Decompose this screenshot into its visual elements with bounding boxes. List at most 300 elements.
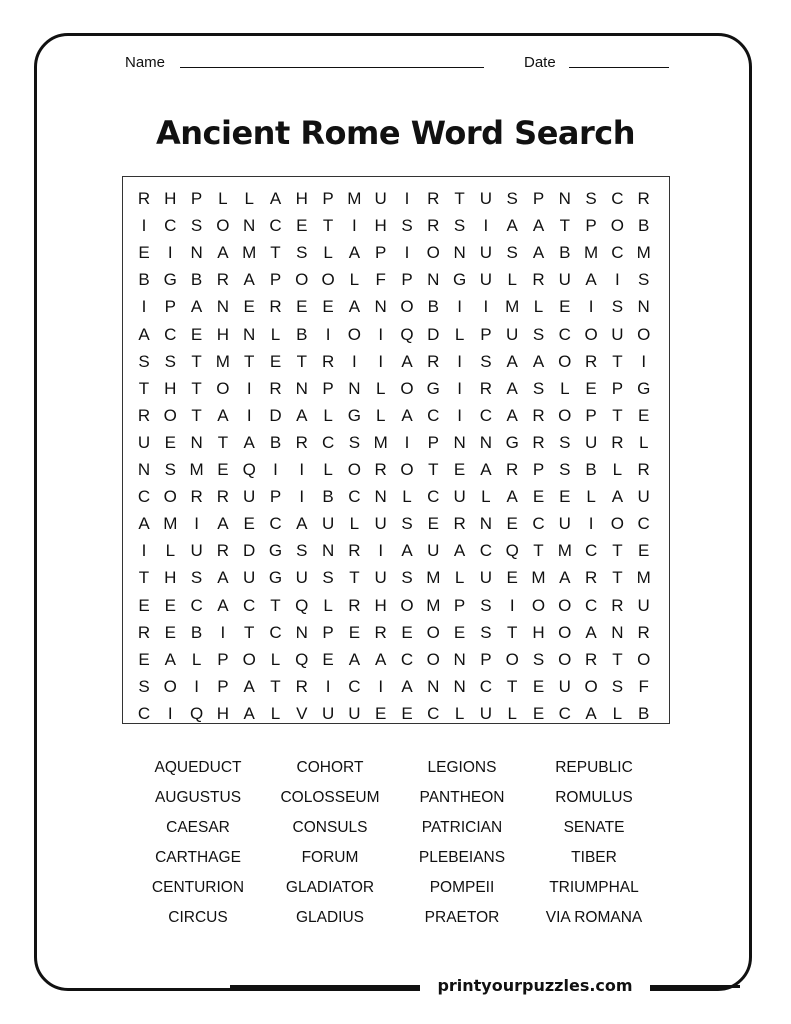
grid-cell[interactable]: I bbox=[378, 541, 384, 561]
grid-cell[interactable]: L bbox=[533, 297, 544, 317]
grid-cell[interactable]: I bbox=[378, 324, 384, 344]
grid-cell[interactable]: R bbox=[190, 487, 203, 507]
grid-cell[interactable]: R bbox=[374, 622, 387, 642]
grid-cell[interactable]: R bbox=[295, 432, 308, 452]
grid-cell[interactable]: O bbox=[426, 649, 440, 669]
grid-cell[interactable]: O bbox=[558, 351, 572, 371]
grid-cell[interactable]: U bbox=[190, 541, 203, 561]
grid-cell[interactable]: R bbox=[584, 568, 598, 588]
grid-cell[interactable]: O bbox=[610, 514, 624, 534]
grid-cell[interactable]: A bbox=[401, 541, 413, 561]
grid-cell[interactable]: R bbox=[137, 189, 151, 208]
grid-cell[interactable]: S bbox=[532, 649, 545, 669]
grid-cell[interactable]: L bbox=[165, 541, 176, 561]
grid-cell[interactable]: B bbox=[638, 216, 650, 236]
grid-cell[interactable]: P bbox=[269, 487, 282, 507]
grid-cell[interactable]: E bbox=[401, 703, 413, 723]
grid-cell[interactable]: E bbox=[138, 595, 150, 615]
grid-cell[interactable]: N bbox=[348, 378, 361, 398]
grid-cell[interactable]: U bbox=[295, 568, 308, 588]
grid-cell[interactable]: I bbox=[457, 351, 462, 371]
grid-cell[interactable]: C bbox=[558, 324, 571, 344]
grid-cell[interactable]: T bbox=[612, 541, 623, 561]
grid-cell[interactable]: R bbox=[295, 676, 308, 696]
grid-cell[interactable]: T bbox=[217, 432, 229, 452]
grid-cell[interactable]: S bbox=[190, 216, 203, 236]
grid-cell[interactable]: T bbox=[612, 568, 623, 588]
grid-cell[interactable]: M bbox=[163, 514, 178, 534]
grid-cell[interactable]: C bbox=[427, 405, 440, 425]
grid-cell[interactable]: N bbox=[374, 297, 387, 317]
grid-cell[interactable]: L bbox=[270, 324, 281, 344]
grid-cell[interactable]: S bbox=[296, 243, 308, 263]
grid-cell[interactable]: O bbox=[558, 622, 572, 642]
grid-cell[interactable]: P bbox=[269, 270, 282, 290]
grid-cell[interactable]: U bbox=[321, 514, 335, 534]
grid-cell[interactable]: R bbox=[348, 541, 361, 561]
grid-cell[interactable]: P bbox=[585, 405, 597, 425]
grid-cell[interactable]: N bbox=[453, 676, 466, 696]
grid-cell[interactable]: G bbox=[505, 432, 519, 452]
grid-cell[interactable]: V bbox=[296, 703, 308, 723]
grid-cell[interactable]: A bbox=[532, 351, 545, 371]
grid-cell[interactable]: C bbox=[269, 622, 282, 642]
grid-cell[interactable]: I bbox=[509, 595, 515, 615]
grid-cell[interactable]: L bbox=[454, 703, 465, 723]
grid-cell[interactable]: E bbox=[559, 487, 571, 507]
grid-cell[interactable]: T bbox=[533, 541, 544, 561]
grid-cell[interactable]: N bbox=[479, 514, 493, 534]
grid-cell[interactable]: O bbox=[400, 460, 414, 479]
grid-cell[interactable]: L bbox=[507, 270, 517, 290]
grid-cell[interactable]: P bbox=[401, 270, 413, 290]
grid-cell[interactable]: N bbox=[137, 460, 151, 479]
grid-cell[interactable]: I bbox=[273, 460, 278, 479]
grid-cell[interactable]: H bbox=[532, 622, 545, 642]
grid-cell[interactable]: A bbox=[611, 487, 624, 507]
grid-cell[interactable]: T bbox=[559, 216, 570, 236]
grid-cell[interactable]: O bbox=[163, 405, 177, 425]
grid-cell[interactable]: A bbox=[401, 351, 413, 371]
grid-cell[interactable]: I bbox=[325, 324, 331, 344]
grid-cell[interactable]: O bbox=[347, 324, 361, 344]
grid-cell[interactable]: E bbox=[296, 297, 308, 317]
grid-cell[interactable]: T bbox=[612, 351, 623, 371]
grid-cell[interactable]: S bbox=[532, 378, 545, 398]
grid-cell[interactable]: G bbox=[268, 568, 283, 588]
grid-cell[interactable]: U bbox=[374, 189, 387, 208]
grid-cell[interactable]: U bbox=[479, 270, 493, 290]
grid-cell[interactable]: L bbox=[323, 405, 333, 425]
grid-cell[interactable]: M bbox=[215, 351, 230, 371]
grid-cell[interactable]: L bbox=[402, 487, 412, 507]
grid-cell[interactable]: A bbox=[401, 676, 413, 696]
grid-cell[interactable]: H bbox=[164, 189, 177, 208]
grid-cell[interactable]: H bbox=[216, 324, 230, 344]
grid-cell[interactable]: N bbox=[479, 432, 493, 452]
grid-cell[interactable]: I bbox=[325, 676, 331, 696]
grid-cell[interactable]: S bbox=[401, 216, 413, 236]
grid-cell[interactable]: I bbox=[378, 351, 384, 371]
grid-cell[interactable]: N bbox=[295, 622, 308, 642]
grid-cell[interactable]: T bbox=[506, 676, 518, 696]
grid-cell[interactable]: A bbox=[243, 432, 255, 452]
grid-cell[interactable]: L bbox=[560, 378, 570, 398]
grid-cell[interactable]: I bbox=[615, 270, 620, 290]
grid-cell[interactable]: B bbox=[269, 432, 282, 452]
grid-cell[interactable]: Q bbox=[189, 703, 204, 723]
grid-cell[interactable]: N bbox=[243, 324, 256, 344]
grid-cell[interactable]: S bbox=[480, 595, 492, 615]
grid-cell[interactable]: S bbox=[453, 216, 466, 236]
grid-cell[interactable]: N bbox=[453, 243, 466, 263]
grid-cell[interactable]: A bbox=[348, 297, 361, 317]
grid-cell[interactable]: S bbox=[164, 351, 176, 371]
grid-cell[interactable]: A bbox=[506, 487, 518, 507]
grid-cell[interactable]: T bbox=[243, 351, 255, 371]
grid-cell[interactable]: A bbox=[138, 514, 150, 534]
grid-cell[interactable]: N bbox=[637, 297, 650, 317]
grid-cell[interactable]: N bbox=[453, 432, 466, 452]
grid-cell[interactable]: R bbox=[137, 405, 151, 425]
grid-cell[interactable]: L bbox=[244, 189, 254, 208]
grid-cell[interactable]: C bbox=[269, 216, 282, 236]
grid-cell[interactable]: S bbox=[559, 460, 571, 479]
grid-cell[interactable]: O bbox=[347, 460, 361, 479]
grid-cell[interactable]: B bbox=[190, 622, 203, 642]
grid-cell[interactable]: A bbox=[585, 270, 597, 290]
grid-cell[interactable]: E bbox=[506, 568, 518, 588]
grid-cell[interactable]: T bbox=[612, 405, 623, 425]
grid-cell[interactable]: C bbox=[321, 432, 335, 452]
grid-cell[interactable]: T bbox=[138, 568, 150, 588]
grid-cell[interactable]: U bbox=[584, 432, 598, 452]
grid-cell[interactable]: S bbox=[164, 460, 176, 479]
grid-cell[interactable]: E bbox=[217, 460, 229, 479]
grid-cell[interactable]: G bbox=[347, 405, 361, 425]
grid-cell[interactable]: I bbox=[141, 297, 147, 317]
grid-cell[interactable]: F bbox=[375, 270, 386, 290]
grid-cell[interactable]: U bbox=[321, 703, 335, 723]
grid-cell[interactable]: R bbox=[637, 622, 650, 642]
grid-cell[interactable]: C bbox=[348, 487, 361, 507]
grid-cell[interactable]: C bbox=[164, 324, 177, 344]
grid-cell[interactable]: A bbox=[164, 649, 176, 669]
grid-cell[interactable]: T bbox=[349, 568, 360, 588]
grid-cell[interactable]: B bbox=[585, 460, 597, 479]
grid-cell[interactable]: D bbox=[269, 405, 282, 425]
grid-cell[interactable]: R bbox=[427, 189, 440, 208]
grid-cell[interactable]: O bbox=[216, 378, 230, 398]
grid-cell[interactable]: L bbox=[586, 487, 596, 507]
grid-cell[interactable]: R bbox=[427, 351, 440, 371]
grid-cell[interactable]: I bbox=[167, 243, 173, 263]
grid-cell[interactable]: N bbox=[243, 216, 256, 236]
grid-cell[interactable]: U bbox=[479, 243, 493, 263]
grid-cell[interactable]: C bbox=[479, 541, 493, 561]
grid-cell[interactable]: R bbox=[216, 487, 230, 507]
grid-cell[interactable]: I bbox=[299, 460, 305, 479]
grid-cell[interactable]: L bbox=[349, 270, 360, 290]
grid-cell[interactable]: I bbox=[378, 676, 384, 696]
grid-cell[interactable]: S bbox=[506, 189, 518, 208]
grid-cell[interactable]: Q bbox=[295, 595, 309, 615]
grid-cell[interactable]: R bbox=[269, 297, 282, 317]
grid-cell[interactable]: N bbox=[295, 378, 308, 398]
grid-cell[interactable]: U bbox=[558, 676, 571, 696]
grid-cell[interactable]: O bbox=[163, 487, 177, 507]
grid-cell[interactable]: B bbox=[190, 270, 203, 290]
grid-cell[interactable]: A bbox=[217, 243, 229, 263]
grid-cell[interactable]: S bbox=[296, 541, 308, 561]
grid-cell[interactable]: I bbox=[457, 378, 462, 398]
grid-cell[interactable]: A bbox=[269, 189, 282, 208]
grid-cell[interactable]: R bbox=[584, 351, 598, 371]
grid-cell[interactable]: C bbox=[137, 703, 151, 723]
grid-cell[interactable]: L bbox=[612, 460, 623, 479]
grid-cell[interactable]: L bbox=[323, 243, 333, 263]
grid-cell[interactable]: O bbox=[163, 676, 177, 696]
grid-cell[interactable]: A bbox=[375, 649, 387, 669]
grid-cell[interactable]: O bbox=[321, 270, 335, 290]
grid-cell[interactable]: E bbox=[453, 622, 466, 642]
grid-cell[interactable]: B bbox=[296, 324, 308, 344]
grid-cell[interactable]: U bbox=[611, 324, 624, 344]
grid-cell[interactable]: R bbox=[532, 405, 545, 425]
grid-cell[interactable]: O bbox=[426, 622, 440, 642]
grid-cell[interactable]: S bbox=[401, 568, 413, 588]
grid-cell[interactable]: O bbox=[610, 216, 624, 236]
grid-cell[interactable]: P bbox=[217, 676, 229, 696]
grid-cell[interactable]: M bbox=[531, 568, 546, 588]
grid-cell[interactable]: C bbox=[637, 514, 650, 534]
grid-cell[interactable]: T bbox=[138, 378, 150, 398]
grid-cell[interactable]: P bbox=[322, 378, 334, 398]
grid-cell[interactable]: R bbox=[532, 432, 545, 452]
grid-cell[interactable]: C bbox=[584, 595, 598, 615]
grid-cell[interactable]: B bbox=[138, 270, 150, 290]
grid-cell[interactable]: R bbox=[637, 189, 650, 208]
grid-cell[interactable]: L bbox=[218, 189, 228, 208]
grid-cell[interactable]: M bbox=[189, 460, 204, 479]
grid-cell[interactable]: C bbox=[479, 405, 493, 425]
grid-cell[interactable]: B bbox=[427, 297, 439, 317]
grid-cell[interactable]: L bbox=[454, 568, 465, 588]
grid-cell[interactable]: A bbox=[190, 297, 203, 317]
grid-cell[interactable]: A bbox=[401, 405, 413, 425]
grid-cell[interactable]: A bbox=[559, 568, 571, 588]
grid-cell[interactable]: D bbox=[427, 324, 440, 344]
grid-cell[interactable]: T bbox=[191, 378, 202, 398]
grid-cell[interactable]: R bbox=[137, 622, 151, 642]
grid-cell[interactable]: A bbox=[138, 324, 150, 344]
grid-cell[interactable]: T bbox=[296, 351, 307, 371]
grid-cell[interactable]: I bbox=[483, 216, 489, 236]
grid-cell[interactable]: N bbox=[453, 649, 466, 669]
grid-cell[interactable]: R bbox=[584, 649, 598, 669]
grid-cell[interactable]: P bbox=[190, 189, 203, 208]
grid-cell[interactable]: T bbox=[270, 595, 281, 615]
grid-cell[interactable]: L bbox=[191, 649, 202, 669]
grid-cell[interactable]: A bbox=[453, 541, 466, 561]
grid-cell[interactable]: G bbox=[426, 378, 440, 398]
grid-cell[interactable]: O bbox=[637, 649, 651, 669]
grid-cell[interactable]: T bbox=[191, 351, 202, 371]
grid-cell[interactable]: E bbox=[638, 541, 650, 561]
grid-cell[interactable]: A bbox=[217, 514, 229, 534]
grid-cell[interactable]: E bbox=[138, 243, 150, 263]
grid-cell[interactable]: T bbox=[506, 622, 518, 642]
grid-cell[interactable]: A bbox=[585, 703, 597, 723]
grid-cell[interactable]: H bbox=[374, 595, 387, 615]
grid-cell[interactable]: R bbox=[506, 460, 519, 479]
grid-cell[interactable]: M bbox=[505, 297, 520, 317]
grid-cell[interactable]: E bbox=[164, 622, 176, 642]
date-field-line[interactable] bbox=[569, 67, 669, 68]
grid-cell[interactable]: P bbox=[480, 649, 492, 669]
grid-cell[interactable]: M bbox=[636, 568, 651, 588]
grid-cell[interactable]: O bbox=[584, 324, 598, 344]
grid-cell[interactable]: I bbox=[641, 351, 647, 371]
grid-cell[interactable]: H bbox=[374, 216, 387, 236]
grid-cell[interactable]: B bbox=[638, 703, 650, 723]
grid-cell[interactable]: S bbox=[559, 432, 571, 452]
grid-cell[interactable]: N bbox=[427, 676, 440, 696]
grid-cell[interactable]: C bbox=[479, 676, 493, 696]
grid-cell[interactable]: S bbox=[638, 270, 650, 290]
grid-cell[interactable]: E bbox=[243, 297, 255, 317]
grid-cell[interactable]: P bbox=[427, 432, 439, 452]
grid-cell[interactable]: L bbox=[507, 703, 517, 723]
grid-cell[interactable]: R bbox=[453, 514, 466, 534]
grid-cell[interactable]: C bbox=[584, 541, 598, 561]
grid-cell[interactable]: O bbox=[505, 649, 519, 669]
grid-cell[interactable]: A bbox=[217, 568, 229, 588]
grid-cell[interactable]: I bbox=[483, 297, 489, 317]
grid-cell[interactable]: N bbox=[427, 270, 440, 290]
grid-cell[interactable]: U bbox=[558, 270, 571, 290]
grid-cell[interactable]: I bbox=[167, 703, 173, 723]
grid-cell[interactable]: T bbox=[612, 649, 623, 669]
grid-cell[interactable]: E bbox=[532, 703, 545, 723]
grid-cell[interactable]: C bbox=[400, 649, 414, 669]
grid-cell[interactable]: Q bbox=[505, 541, 519, 561]
grid-cell[interactable]: A bbox=[348, 649, 361, 669]
grid-cell[interactable]: T bbox=[270, 676, 281, 696]
grid-cell[interactable]: I bbox=[246, 378, 252, 398]
grid-cell[interactable]: O bbox=[558, 405, 572, 425]
grid-cell[interactable]: M bbox=[242, 243, 257, 263]
grid-cell[interactable]: P bbox=[611, 378, 624, 398]
grid-cell[interactable]: I bbox=[299, 487, 305, 507]
grid-cell[interactable]: O bbox=[426, 243, 440, 263]
grid-cell[interactable]: E bbox=[164, 432, 176, 452]
grid-cell[interactable]: H bbox=[164, 378, 177, 398]
grid-cell[interactable]: D bbox=[243, 541, 256, 561]
grid-cell[interactable]: R bbox=[216, 541, 230, 561]
grid-cell[interactable]: E bbox=[532, 487, 545, 507]
grid-cell[interactable]: T bbox=[191, 405, 202, 425]
grid-cell[interactable]: I bbox=[194, 676, 199, 696]
grid-cell[interactable]: C bbox=[243, 595, 256, 615]
grid-cell[interactable]: E bbox=[506, 514, 518, 534]
grid-cell[interactable]: E bbox=[138, 649, 150, 669]
grid-cell[interactable]: U bbox=[243, 487, 256, 507]
grid-cell[interactable]: U bbox=[348, 703, 361, 723]
grid-cell[interactable]: T bbox=[270, 243, 281, 263]
grid-cell[interactable]: C bbox=[611, 243, 624, 263]
grid-cell[interactable]: O bbox=[400, 595, 414, 615]
grid-cell[interactable]: Q bbox=[400, 324, 414, 344]
grid-cell[interactable]: C bbox=[427, 703, 440, 723]
grid-cell[interactable]: R bbox=[216, 270, 230, 290]
grid-cell[interactable]: R bbox=[611, 595, 624, 615]
grid-cell[interactable]: A bbox=[296, 405, 308, 425]
grid-cell[interactable]: F bbox=[638, 676, 649, 696]
grid-cell[interactable]: B bbox=[322, 487, 334, 507]
grid-cell[interactable]: L bbox=[375, 378, 386, 398]
grid-cell[interactable]: I bbox=[404, 432, 410, 452]
grid-cell[interactable]: S bbox=[401, 514, 413, 534]
grid-cell[interactable]: S bbox=[480, 622, 492, 642]
grid-cell[interactable]: N bbox=[321, 541, 335, 561]
grid-cell[interactable]: N bbox=[374, 487, 387, 507]
grid-cell[interactable]: M bbox=[426, 568, 441, 588]
grid-cell[interactable]: A bbox=[585, 622, 597, 642]
grid-cell[interactable]: M bbox=[557, 541, 572, 561]
grid-cell[interactable]: A bbox=[296, 514, 308, 534]
grid-cell[interactable]: L bbox=[270, 703, 281, 723]
grid-cell[interactable]: M bbox=[373, 432, 388, 452]
grid-cell[interactable]: I bbox=[141, 216, 147, 236]
grid-cell[interactable]: R bbox=[479, 378, 493, 398]
grid-cell[interactable]: T bbox=[428, 460, 439, 479]
grid-cell[interactable]: U bbox=[479, 703, 493, 723]
grid-cell[interactable]: P bbox=[322, 189, 334, 208]
grid-cell[interactable]: I bbox=[588, 297, 594, 317]
grid-cell[interactable]: A bbox=[532, 216, 545, 236]
grid-cell[interactable]: H bbox=[216, 703, 230, 723]
grid-cell[interactable]: U bbox=[374, 514, 387, 534]
grid-cell[interactable]: C bbox=[164, 216, 177, 236]
grid-cell[interactable]: C bbox=[532, 514, 545, 534]
grid-cell[interactable]: U bbox=[137, 432, 151, 452]
grid-cell[interactable]: O bbox=[216, 216, 230, 236]
grid-cell[interactable]: A bbox=[348, 243, 361, 263]
grid-cell[interactable]: E bbox=[427, 514, 439, 534]
grid-cell[interactable]: M bbox=[584, 243, 599, 263]
grid-cell[interactable]: O bbox=[295, 270, 309, 290]
grid-cell[interactable]: L bbox=[375, 405, 386, 425]
grid-cell[interactable]: R bbox=[427, 216, 440, 236]
grid-cell[interactable]: R bbox=[348, 595, 361, 615]
grid-cell[interactable]: G bbox=[452, 270, 467, 290]
grid-cell[interactable]: E bbox=[164, 595, 176, 615]
grid-cell[interactable]: I bbox=[588, 514, 594, 534]
grid-cell[interactable]: O bbox=[400, 378, 414, 398]
grid-cell[interactable]: O bbox=[242, 649, 256, 669]
grid-cell[interactable]: P bbox=[375, 243, 387, 263]
grid-cell[interactable]: E bbox=[532, 676, 545, 696]
grid-cell[interactable]: S bbox=[348, 432, 361, 452]
grid-cell[interactable]: U bbox=[558, 514, 571, 534]
grid-cell[interactable]: C bbox=[611, 189, 624, 208]
grid-cell[interactable]: M bbox=[426, 595, 441, 615]
grid-cell[interactable]: R bbox=[374, 460, 387, 479]
grid-cell[interactable]: S bbox=[190, 568, 203, 588]
grid-cell[interactable]: S bbox=[506, 243, 518, 263]
grid-cell[interactable]: L bbox=[612, 703, 623, 723]
